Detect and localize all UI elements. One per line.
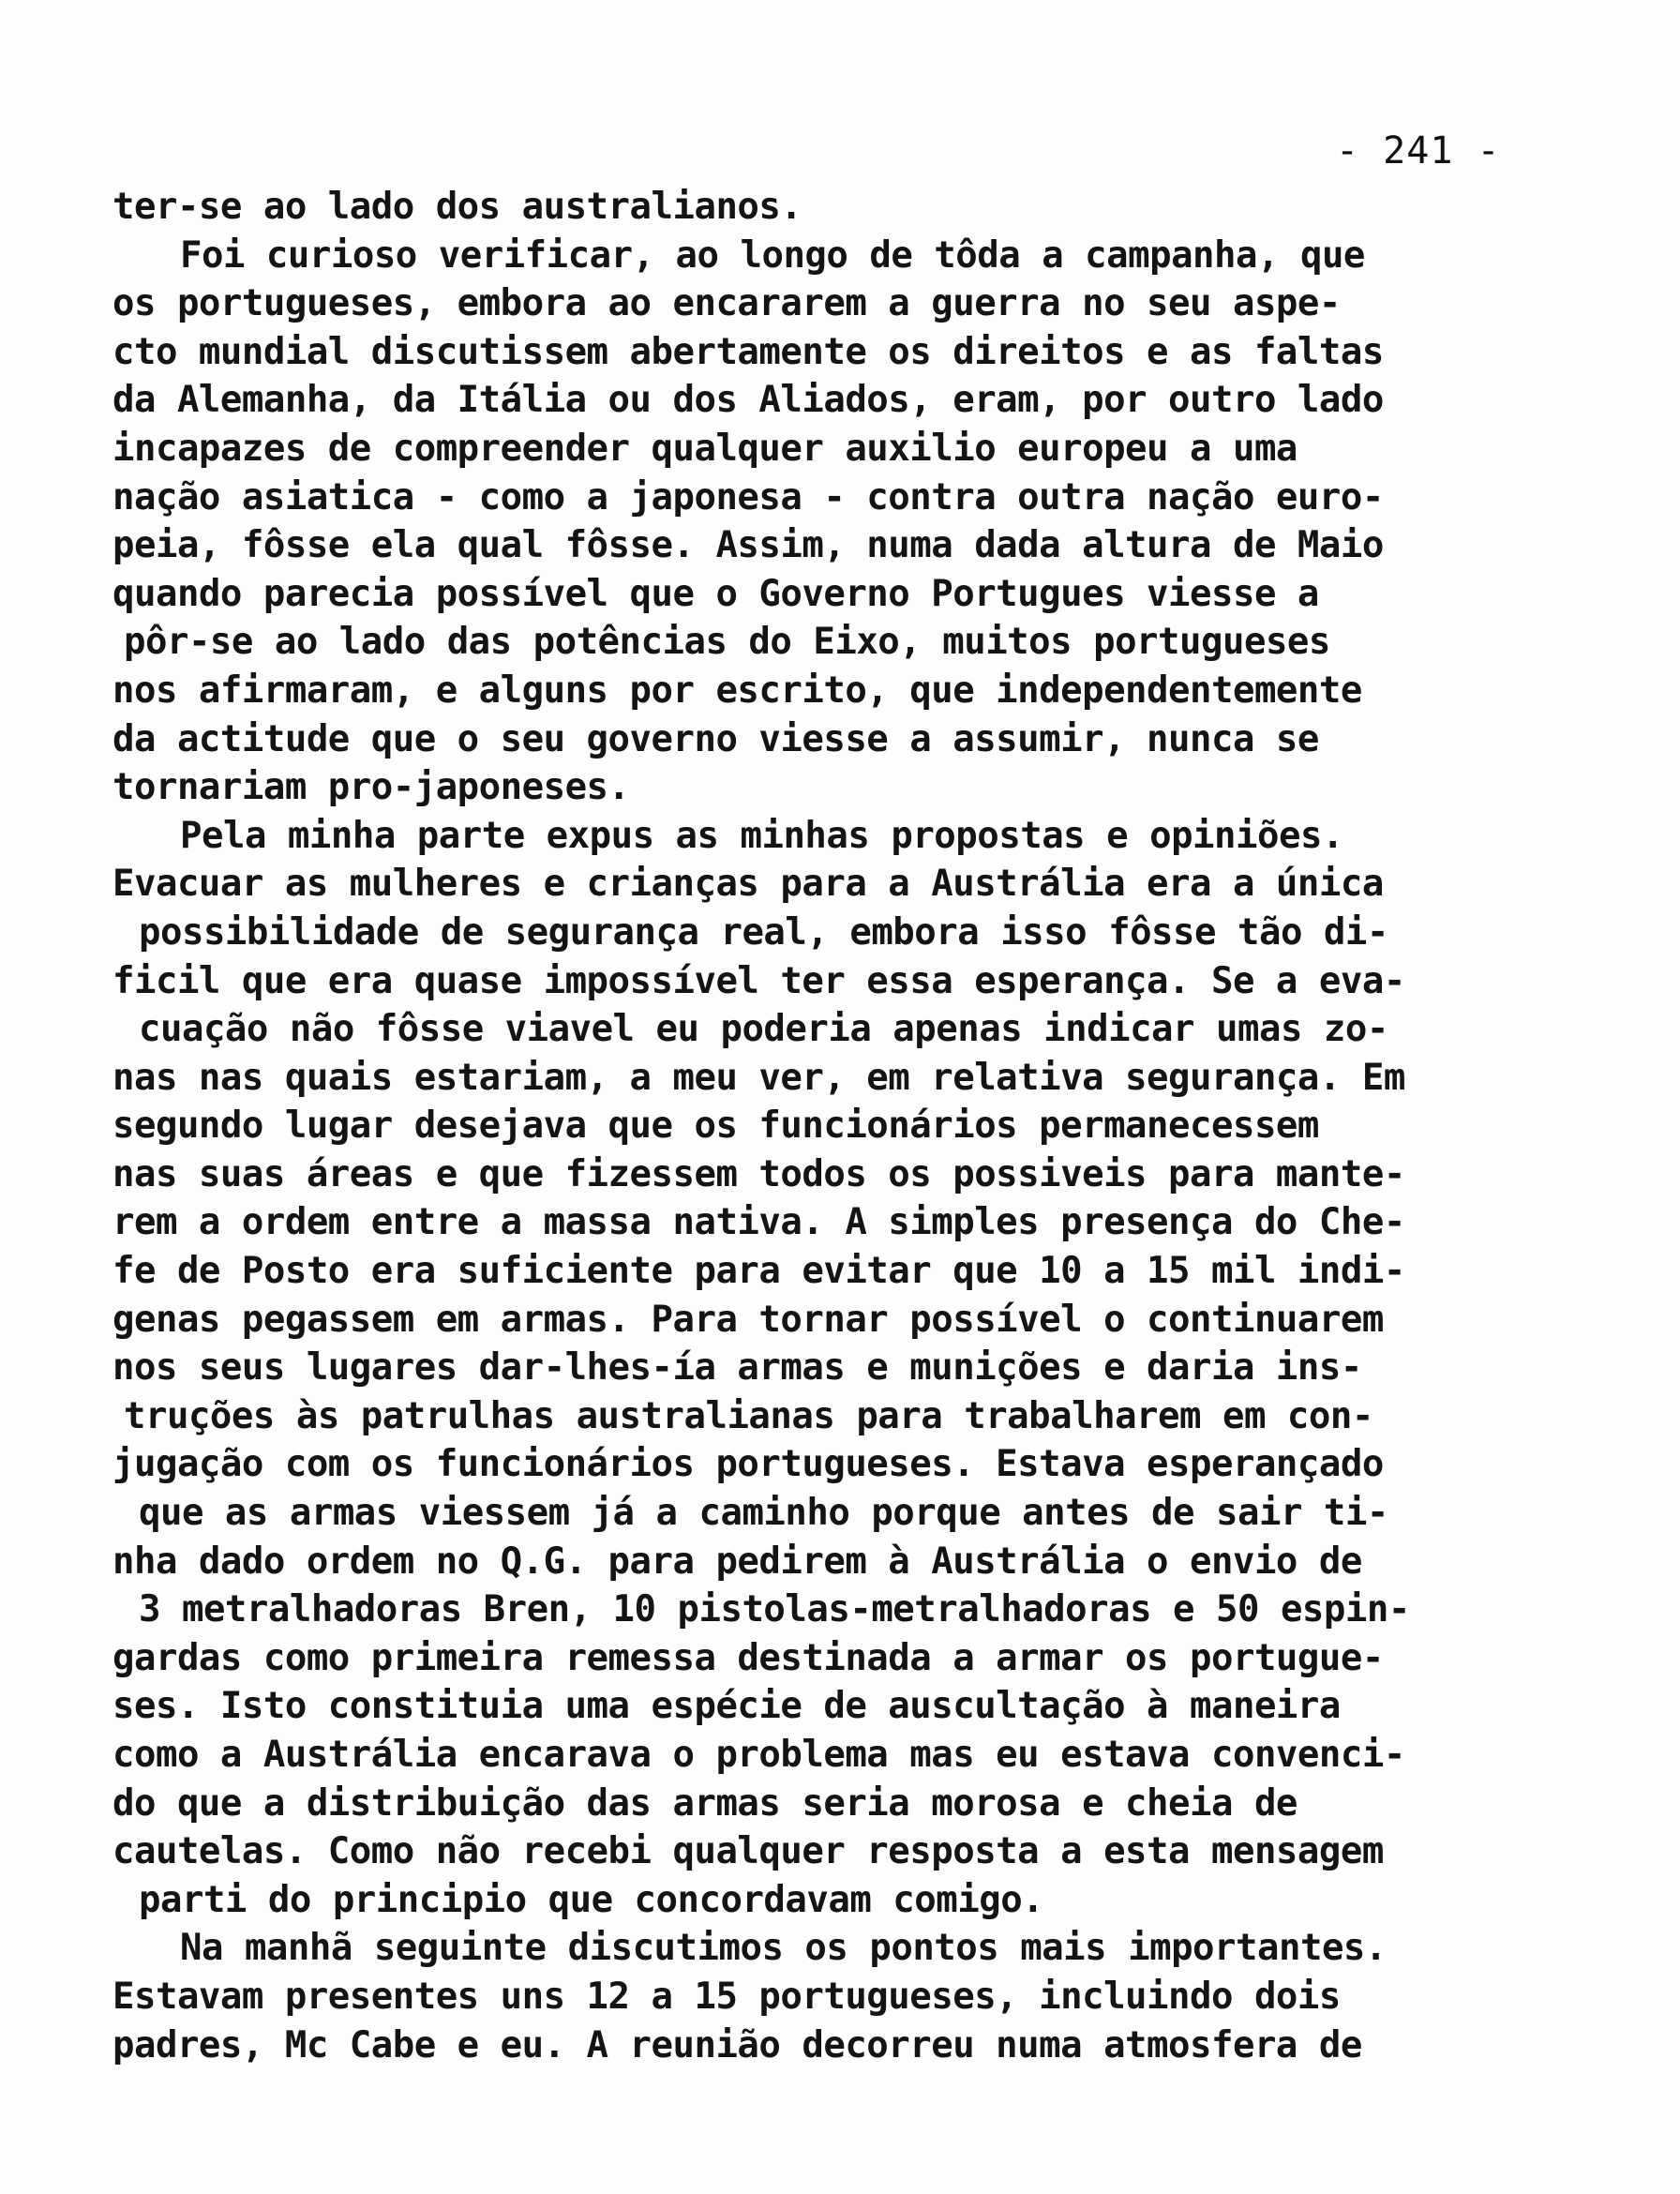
text-line: como a Austrália encarava o problema mas eu estava convenci- bbox=[112, 1734, 1405, 1776]
text-line: nha dado ordem no Q.G. para pedirem à Austrália o envio de bbox=[112, 1540, 1362, 1583]
text-line: nos seus lugares dar-lhes-ía armas e munições e daria ins- bbox=[112, 1346, 1362, 1390]
text-line: ter-se ao lado dos australianos. bbox=[112, 186, 802, 228]
page-number: - 241 - bbox=[1336, 129, 1501, 173]
text-line: rem a ordem entre a massa nativa. A simples presença do Che- bbox=[112, 1201, 1405, 1244]
text-line: truções às patrulhas australianas para trabalharem em con- bbox=[124, 1394, 1373, 1437]
text-line: gardas como primeira remessa destinada a armar os portugue- bbox=[112, 1636, 1384, 1679]
text-line: cto mundial discutissem abertamente os direitos e as faltas bbox=[112, 330, 1384, 373]
text-line: nas suas áreas e que fizessem todos os possiveis para mante- bbox=[112, 1152, 1405, 1195]
text-line: da Alemanha, da Itália ou dos Aliados, eram, por outro lado bbox=[112, 379, 1384, 422]
text-line: da actitude que o seu governo viesse a assumir, nunca se bbox=[112, 717, 1319, 760]
text-line: ficil que era quase impossível ter essa esperança. Se a eva- bbox=[112, 959, 1405, 1002]
text-line: peia, fôsse ela qual fôsse. Assim, numa dada altura de Maio bbox=[112, 524, 1384, 567]
text-line: cuação não fôsse viavel eu poderia apenas indicar umas zo- bbox=[139, 1008, 1388, 1051]
text-line: Estavam presentes uns 12 a 15 portugueses, incluindo dois bbox=[112, 1975, 1341, 2018]
text-line: parti do principio que concordavam comigo. bbox=[139, 1878, 1044, 1921]
text-line: que as armas viessem já a caminho porque antes de sair ti- bbox=[139, 1492, 1388, 1535]
text-line: padres, Mc Cabe e eu. A reunião decorreu numa atmosfera de bbox=[112, 2023, 1362, 2066]
text-line: segundo lugar desejava que os funcionários permanecessem bbox=[112, 1105, 1319, 1148]
text-line: Evacuar as mulheres e crianças para a Austrália era a única bbox=[112, 863, 1384, 906]
text-line: jugação com os funcionários portugueses. Estava esperançado bbox=[112, 1443, 1384, 1486]
text-line: nação asiatica - como a japonesa - contra outra nação euro- bbox=[112, 475, 1384, 518]
text-line: Foi curioso verificar, ao longo de tôda a campanha, que bbox=[180, 233, 1365, 277]
text-line: nos afirmaram, e alguns por escrito, que independentemente bbox=[112, 669, 1362, 712]
text-line: do que a distribuição das armas seria morosa e cheia de bbox=[112, 1781, 1298, 1825]
text-line: fe de Posto era suficiente para evitar que 10 a 15 mil indi- bbox=[112, 1250, 1405, 1293]
text-line: os portugueses, embora ao encararem a guerra no seu aspe- bbox=[112, 282, 1341, 325]
text-line: quando parecia possível que o Governo Portugues viesse a bbox=[112, 572, 1319, 615]
text-line: pôr-se ao lado das potências do Eixo, muitos portugueses bbox=[124, 621, 1330, 664]
text-line: Pela minha parte expus as minhas propostas e opiniões. bbox=[180, 814, 1343, 857]
text-line: nas nas quais estariam, a meu ver, em relativa segurança. Em bbox=[112, 1056, 1405, 1099]
text-line: 3 metralhadoras Bren, 10 pistolas-metralhadoras e 50 espin- bbox=[139, 1588, 1410, 1631]
text-line: genas pegassem em armas. Para tornar possível o continuarem bbox=[112, 1298, 1384, 1341]
text-line: incapazes de compreender qualquer auxilio europeu a uma bbox=[112, 427, 1298, 470]
text-line: possibilidade de segurança real, embora isso fôsse tão di- bbox=[139, 910, 1388, 954]
body-text bbox=[112, 183, 1519, 2069]
text-line: cautelas. Como não recebi qualquer resposta a esta mensagem bbox=[112, 1830, 1384, 1873]
text-line: ses. Isto constituia uma espécie de auscultação à maneira bbox=[112, 1685, 1341, 1728]
text-line: tornariam pro-japoneses. bbox=[112, 766, 630, 809]
text-line: Na manhã seguinte discutimos os pontos mais importantes. bbox=[180, 1927, 1387, 1970]
